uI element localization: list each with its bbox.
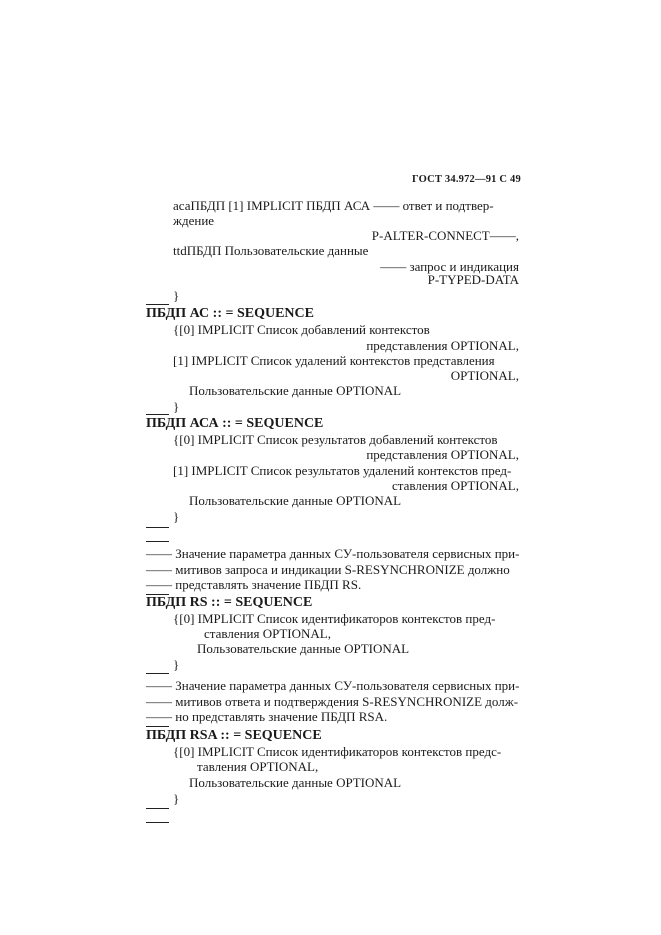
definition-heading: ПБДП АС :: = SEQUENCE [146, 306, 314, 321]
text-line: } [173, 399, 180, 414]
rule [146, 527, 169, 528]
definition-heading: ПБДП RS :: = SEQUENCE [146, 595, 313, 610]
text-line: } [173, 509, 180, 524]
rule [146, 304, 169, 305]
text-line: [1] IMPLICIT Список удалений контекстов представления [173, 353, 495, 368]
text-line: ждение [173, 213, 215, 228]
text-line: Пользовательские данные OPTIONAL [197, 641, 410, 656]
text-line: представления OPTIONAL, [366, 447, 519, 462]
text-line: } [173, 791, 180, 806]
rule [146, 726, 169, 727]
rule [146, 414, 169, 415]
text-line: Пользовательские данные OPTIONAL [189, 493, 402, 508]
comment-line: —— представлять значение ПБДП RS. [146, 577, 362, 592]
comment-line: —— митивов запроса и индикации S-RESYNCHRONIZE должно [146, 562, 510, 577]
text-line: } [173, 288, 180, 303]
text-line: P-TYPED-DATA [427, 272, 519, 287]
text-line: {[0] IMPLICIT Список идентификаторов контекстов пред- [173, 611, 496, 626]
text-line: —— запрос и индикация [380, 259, 519, 274]
text-line: представления OPTIONAL, [366, 338, 519, 353]
comment-line: —— Значение параметра данных СУ-пользователя сервисных при- [146, 546, 520, 561]
comment-line: —— митивов ответа и подтверждения S-RESYNCHRONIZE долж- [146, 694, 519, 709]
text-line: {[0] IMPLICIT Список добавлений контекстов [173, 322, 430, 337]
page-header: ГОСТ 34.972—91 С 49 [412, 174, 521, 185]
comment-line: —— но представлять значение ПБДП RSA. [146, 709, 388, 724]
definition-heading: ПБДП RSA :: = SEQUENCE [146, 728, 322, 743]
text-line: {[0] IMPLICIT Список идентификаторов контекстов предс- [173, 744, 502, 759]
text-line: асаПБДП [1] IMPLICIT ПБДП АСА —— ответ и подтвер- [173, 198, 494, 213]
comment-line: —— Значение параметра данных СУ-пользователя сервисных при- [146, 678, 520, 693]
text-line: тавления OPTIONAL, [197, 759, 319, 774]
definition-heading: ПБДП АСА :: = SEQUENCE [146, 416, 324, 431]
text-line: ставления OPTIONAL, [392, 478, 519, 493]
text-line: ставления OPTIONAL, [204, 626, 331, 641]
text-line: P-ALTER-CONNECT——, [371, 228, 519, 243]
rule [146, 822, 169, 823]
text-line: } [173, 657, 180, 672]
text-line: OPTIONAL, [450, 368, 519, 383]
text-line: {[0] IMPLICIT Список результатов добавлений контекстов [173, 432, 498, 447]
text-line: [1] IMPLICIT Список результатов удалений контекстов пред- [173, 463, 512, 478]
rule [146, 808, 169, 809]
text-line: Пользовательские данные OPTIONAL [189, 383, 402, 398]
rule [146, 673, 169, 674]
text-line: ttdПБДП Пользовательские данные [173, 243, 369, 258]
text-line: Пользовательские данные OPTIONAL [189, 775, 402, 790]
rule [146, 541, 169, 542]
